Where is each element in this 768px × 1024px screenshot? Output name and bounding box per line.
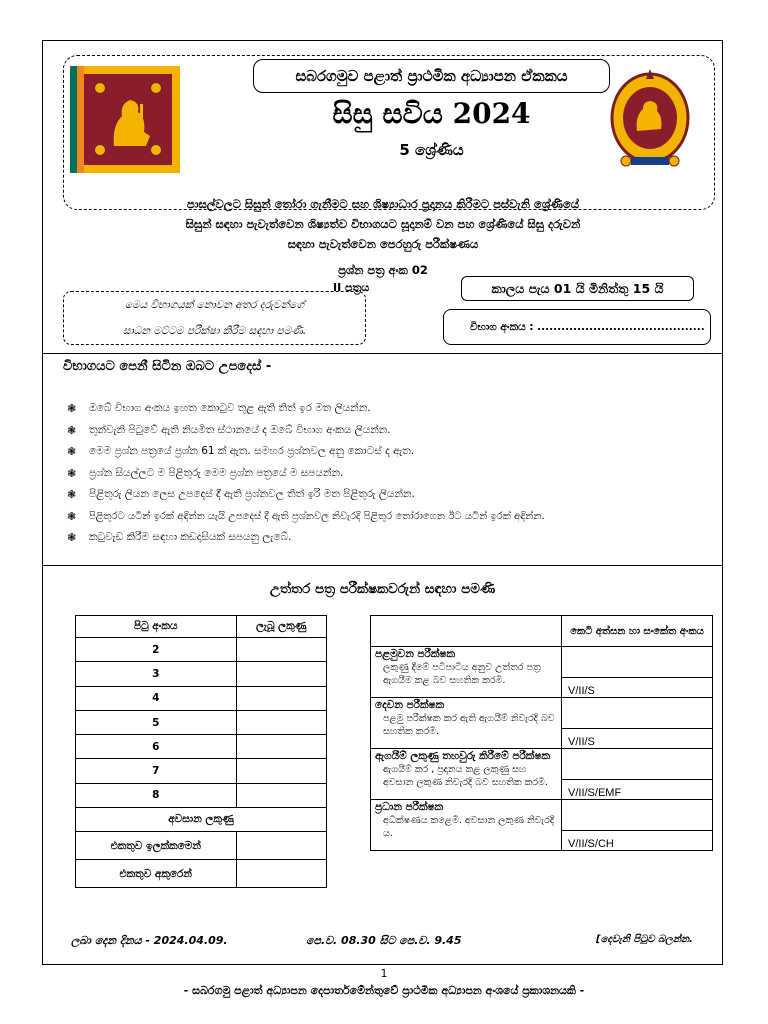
flower-bullet-icon: ❃ — [67, 423, 77, 437]
code-cell: V/II/S — [562, 729, 713, 749]
publisher-line: - සබරගමු පළාත් අධ්‍යාපන දෙපාර්තමේන්තුවේ ප්‍රාථමික අධ්‍යාපන අංශයේ ප්‍රකාශනයකි - — [183, 984, 585, 997]
duration-box: කාලය පැය 01 යි මිනිත්තු 15 යි — [461, 276, 694, 301]
issue-time: පෙ.ව. 08.30 සිට පෙ.ව. 9.45 — [306, 934, 462, 947]
examiner-body: පළමු පරීක්ෂක කර ඇති ඇගයීම් නිවැරදි බව සහතික කරමි. — [383, 713, 555, 737]
paper-part: II පත්‍රය — [333, 281, 370, 294]
examiner-desc-cell — [371, 698, 562, 749]
sri-lanka-flag-icon — [70, 66, 180, 173]
divider — [43, 353, 722, 354]
table-row — [371, 749, 713, 780]
signature-cell[interactable] — [562, 698, 713, 729]
marks-cell[interactable] — [236, 710, 327, 734]
flower-bullet-icon: ❃ — [67, 488, 77, 502]
marks-cell[interactable] — [236, 735, 327, 759]
list-item: ❃ පිළිතුරට යටින් ඉරක් අඳින්න යැයි උපදෙස් දී ඇති ප්‍රශ්නවල නිවැරදි පිළිතුර තෝරාගෙන ඊට යටින් ඉරක් අඳින්න. — [67, 509, 545, 523]
instructions-list — [67, 398, 545, 549]
signature-cell[interactable] — [562, 749, 713, 780]
exam-cover-sheet — [42, 40, 723, 965]
index-number-field[interactable]: විභාග අංකය : .......................................... — [443, 309, 711, 345]
list-item: ❃ මෙම ප්‍රශ්න පත්‍රයේ ප්‍රශ්න 61 ක් ඇත. සමහර ප්‍රශ්නවල අනු කොටස් ද ඇත. — [67, 445, 415, 459]
code-cell: V/II/S/CH — [562, 831, 713, 851]
table-row — [76, 759, 327, 783]
issue-date: ලබා දෙන දිනය - 2024.04.09. — [71, 934, 228, 947]
examiner-body: අධීක්ෂණය කළෙමි. අවසාන ලකුණ නිවැරදි ය. — [383, 815, 555, 839]
signature-cell[interactable] — [562, 647, 713, 678]
table-row — [76, 710, 327, 734]
table-row — [76, 662, 327, 686]
page-title: සිසු සවිය 2024 — [332, 97, 531, 130]
table-row — [76, 808, 327, 832]
table-row — [76, 783, 327, 807]
examiner-body: ඇගයීම් කර , ප්‍රදානය කළ ලකුණු සහ අවසාන ලකුණ නිවැරදි බව සහතික කරමි. — [383, 764, 548, 788]
note-line: සාධන මට්ටම පරීක්ෂා කිරීම සඳහා පමණි. — [122, 325, 307, 337]
list-item: ❃ තුන්වැනි පිටුවේ ඇති නියමිත ස්ථානයේ ද ඔබේ විභාග අංකය ලියන්න. — [67, 423, 391, 437]
divider — [43, 565, 722, 566]
page-number-cell: 7 — [76, 759, 237, 783]
total-numbers-label: එකතුව ඉලක්කමෙන් — [76, 832, 237, 860]
national-emblem-icon — [601, 61, 699, 171]
marks-table — [75, 615, 327, 888]
marks-cell[interactable] — [236, 662, 327, 686]
marks-cell[interactable] — [236, 783, 327, 807]
code-header: කෙටි අත්සන හා සංකේත අංකය — [562, 616, 713, 647]
intro-line: පාසල්වලට සිසුන් තෝරා ගැනීමට සහ ශිෂ්‍යාධාර ප්‍රදානය කිරීමට පස්වැනි ශ්‍රේණියේ — [186, 197, 580, 211]
examiner-desc-cell — [371, 647, 562, 698]
instructions-heading: විභාගයට පෙනී සිටින ඔබට උපදෙස් - — [63, 359, 272, 374]
table-row — [371, 698, 713, 729]
code-cell: V/II/S — [562, 678, 713, 698]
intro-line: සිසුන් සඳහා පැවැත්වෙන ශිෂ්‍යත්ව විභාගයට සූදානම් වන පහ ශ්‍රේණියේ සිසු දරුවන් — [185, 217, 581, 231]
flower-bullet-icon: ❃ — [67, 466, 77, 480]
examiner-title: පළමුවන පරීක්ෂක — [375, 648, 456, 660]
table-row — [371, 647, 713, 678]
table-row — [371, 800, 713, 831]
list-item: ❃ ඔබේ විභාග අංකය ඉහත කොටුව තුළ ඇති තිත් ඉර මත ලියන්න. — [67, 402, 371, 416]
table-header: පිටු අංකය — [76, 616, 237, 638]
page-number-cell: 3 — [76, 662, 237, 686]
examiner-desc-cell — [371, 749, 562, 800]
flower-bullet-icon: ❃ — [67, 445, 77, 459]
examiner-desc-cell — [371, 800, 562, 851]
page-number-cell: 6 — [76, 735, 237, 759]
flower-bullet-icon: ❃ — [67, 402, 77, 416]
table-row — [76, 735, 327, 759]
marks-cell[interactable] — [236, 686, 327, 710]
disclaimer-note — [63, 291, 366, 345]
total-words-cell[interactable] — [236, 860, 327, 888]
grade-label: 5 ශ්‍රේණිය — [399, 141, 464, 159]
page-number-cell: 2 — [76, 638, 237, 662]
examiner-body: ලකුණු දීමේ පටිපාටිය අනුව උත්තර පත්‍ර ඇගයීම කළ බව සහතික කරමි. — [383, 662, 541, 686]
code-cell: V/II/S/EMF — [562, 780, 713, 800]
marks-cell[interactable] — [236, 759, 327, 783]
list-item: ❃ පිළිතුරු ලියන ලෙස උපදෙස් දී ඇති ප්‍රශ්නවල තිත් ඉරි මත පිළිතුරු ලියන්න. — [67, 488, 415, 502]
flower-bullet-icon: ❃ — [67, 531, 77, 545]
marks-cell[interactable] — [236, 638, 327, 662]
flower-bullet-icon: ❃ — [67, 509, 77, 523]
table-row — [76, 638, 327, 662]
examiner-heading: උත්තර පත්‍ර පරීක්ෂකවරුන් සඳහා පමණි — [269, 581, 496, 597]
examiner-title: ඇගයීම් ලකුණු තහවුරු කිරීමේ පරීක්ෂක — [375, 750, 550, 762]
total-numbers-cell[interactable] — [236, 832, 327, 860]
page-number-cell: 5 — [76, 710, 237, 734]
examiner-table — [370, 615, 713, 851]
final-marks-label: අවසාන ලකුණු — [76, 808, 327, 832]
table-header: ලැබූ ලකුණු — [236, 616, 327, 638]
signature-cell[interactable] — [562, 800, 713, 831]
page-number-cell: 4 — [76, 686, 237, 710]
intro-line: සඳහා පැවැත්වෙන පෙරහුරු පරීක්ෂණය — [287, 237, 479, 251]
table-row — [76, 832, 327, 860]
examiner-title: ප්‍රධාන පරීක්ෂක — [375, 801, 444, 813]
office-title: සබරගමුව පළාත් ප්‍රාථමික අධ්‍යාපන ඒකකය — [253, 59, 610, 93]
paper-number: ප්‍රශ්න පත්‍ර අංක 02 — [338, 263, 428, 277]
examiner-title: දෙවන පරීක්ෂක — [375, 699, 445, 711]
note-line: මෙය විභාගයක් නොවන අතර දරුවන්ගේ — [124, 299, 305, 311]
page-number-cell: 8 — [76, 783, 237, 807]
list-item: ❃ කටුවැඩ කිරීම සඳහා කඩදාසියක් සපයනු ලැබේ. — [67, 531, 292, 545]
list-item: ❃ ප්‍රශ්න සියල්ලට ම පිළිතුරු මෙම ප්‍රශ්න පත්‍රයේ ම සපයන්න. — [67, 466, 344, 480]
table-row — [76, 686, 327, 710]
total-words-label: එකතුව අකුරෙන් — [76, 860, 237, 888]
page-number: 1 — [380, 967, 388, 980]
next-page-note: [දෙවැනි පිටුව බලන්න. — [596, 934, 693, 945]
table-row — [76, 860, 327, 888]
intro-text — [113, 194, 653, 254]
table-row — [371, 616, 713, 647]
blank-header-cell — [371, 616, 562, 647]
